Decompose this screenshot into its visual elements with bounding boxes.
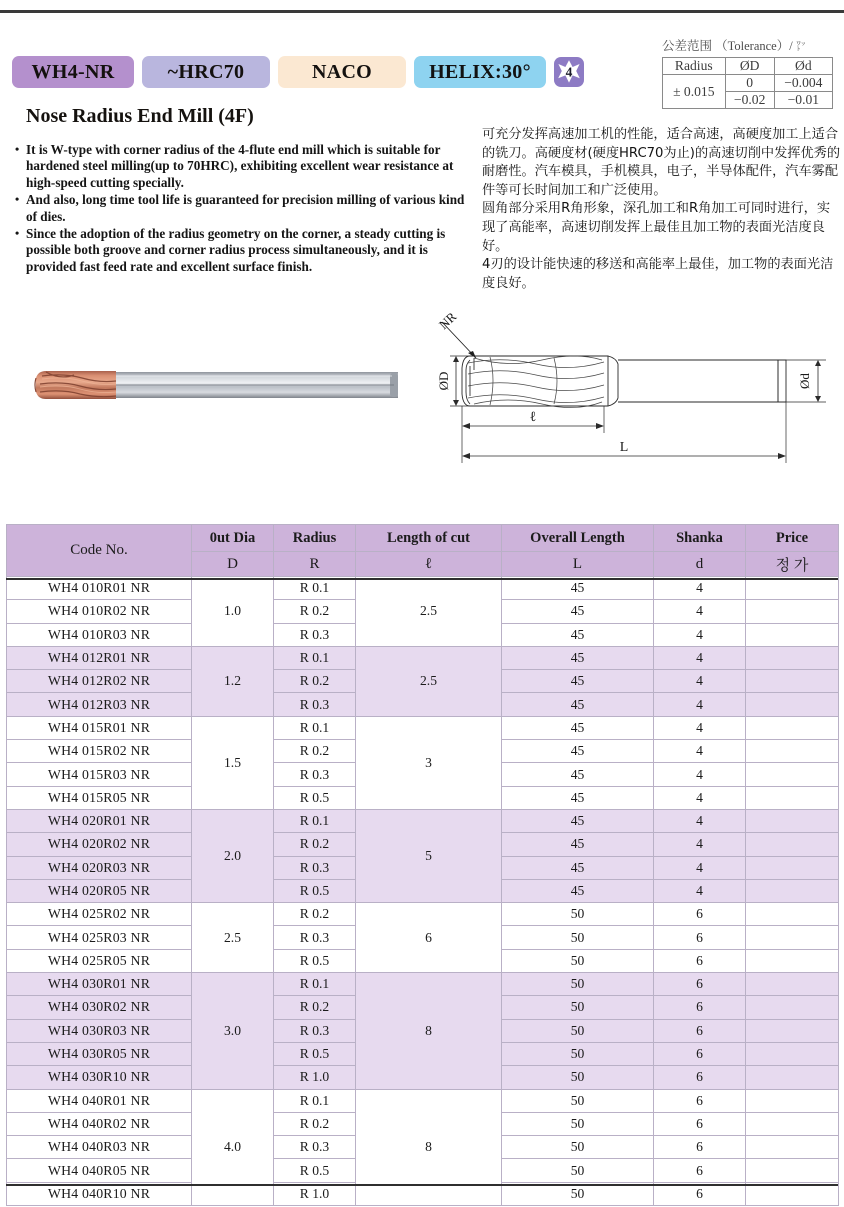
english-description <box>14 142 466 276</box>
tolerance-row-upper <box>663 75 833 92</box>
cell-code-no: WH4 012R03 NR <box>7 693 192 716</box>
cell-radius: R 0.2 <box>274 670 356 693</box>
cell-shank-dia: 6 <box>654 1159 746 1182</box>
cell-out-dia: 1.5 <box>192 716 274 809</box>
cell-overall-length: 50 <box>502 1066 654 1089</box>
column-subheader-l: L <box>502 552 654 577</box>
tolerance-header-row <box>663 58 833 75</box>
cell-code-no: WH4 030R01 NR <box>7 973 192 996</box>
cell-radius: R 0.1 <box>274 577 356 600</box>
cell-price <box>746 1042 839 1065</box>
cell-price <box>746 600 839 623</box>
svg-text:4: 4 <box>565 64 573 80</box>
cell-price <box>746 926 839 949</box>
header-badge-row <box>12 56 584 88</box>
cell-radius: R 0.1 <box>274 973 356 996</box>
cell-price <box>746 856 839 879</box>
cell-price <box>746 1089 839 1112</box>
diagram-label-shank-dia: Ød <box>797 373 812 389</box>
cell-radius: R 0.2 <box>274 903 356 926</box>
cell-price <box>746 903 839 926</box>
cell-overall-length: 45 <box>502 670 654 693</box>
table-row <box>7 809 839 832</box>
cell-code-no: WH4 040R05 NR <box>7 1159 192 1182</box>
list-item: • Since the adoption of the radius geometry on the corner, a steady cutting is possible both groove and corner radius process simultaneously, and it is provided fast feed rate and excellent surface finish. <box>14 226 466 275</box>
cell-price <box>746 786 839 809</box>
cell-overall-length: 45 <box>502 740 654 763</box>
cell-overall-length: 45 <box>502 716 654 739</box>
chinese-paragraph: 4刃的设计能快速的移送和高能率上最佳，加工物的表面光洁度良好。 <box>482 257 834 291</box>
table-top-divider <box>6 578 838 580</box>
table-body <box>7 577 839 1206</box>
cell-code-no: WH4 040R03 NR <box>7 1136 192 1159</box>
cell-shank-dia: 4 <box>654 670 746 693</box>
cell-out-dia: 1.2 <box>192 646 274 716</box>
cell-price <box>746 693 839 716</box>
table-header-row-top <box>7 525 839 552</box>
cell-length-of-cut: 3 <box>356 716 502 809</box>
cell-radius: R 0.2 <box>274 1112 356 1135</box>
cell-price <box>746 670 839 693</box>
cell-shank-dia: 4 <box>654 646 746 669</box>
tolerance-caption <box>662 36 838 54</box>
cell-price <box>746 809 839 832</box>
column-header-out-dia: 0ut Dia <box>192 525 274 552</box>
cell-shank-dia: 6 <box>654 926 746 949</box>
cell-shank-dia: 4 <box>654 577 746 600</box>
diagram-label-overall-length: L <box>619 440 629 455</box>
cell-radius: R 0.1 <box>274 716 356 739</box>
end-mill-photo-illustration <box>16 362 408 414</box>
cell-code-no: WH4 015R03 NR <box>7 763 192 786</box>
cell-shank-dia: 4 <box>654 716 746 739</box>
cell-code-no: WH4 020R01 NR <box>7 809 192 832</box>
cell-price <box>746 1136 839 1159</box>
diagram-label-length-of-cut: ℓ <box>529 410 537 425</box>
cell-overall-length: 45 <box>502 856 654 879</box>
page-title: Nose Radius End Mill (4F) <box>26 105 254 127</box>
cell-price <box>746 833 839 856</box>
tolerance-header-od-small: Ød <box>774 58 832 75</box>
tolerance-od-small-upper: −0.004 <box>774 75 832 92</box>
cell-code-no: WH4 020R03 NR <box>7 856 192 879</box>
cell-price <box>746 879 839 902</box>
cell-price <box>746 716 839 739</box>
cell-radius: R 0.1 <box>274 646 356 669</box>
cell-price <box>746 763 839 786</box>
cell-out-dia: 1.0 <box>192 577 274 647</box>
cell-shank-dia: 6 <box>654 1112 746 1135</box>
cell-code-no: WH4 040R01 NR <box>7 1089 192 1112</box>
cell-radius: R 0.5 <box>274 1159 356 1182</box>
cell-radius: R 0.3 <box>274 926 356 949</box>
cell-radius: R 0.1 <box>274 809 356 832</box>
column-header-radius: Radius <box>274 525 356 552</box>
cell-shank-dia: 6 <box>654 949 746 972</box>
cell-shank-dia: 6 <box>654 996 746 1019</box>
tolerance-caption-cn: 公差范围 <box>662 39 713 53</box>
cell-code-no: WH4 012R01 NR <box>7 646 192 669</box>
diagram-label-outer-dia: ØD <box>436 371 451 391</box>
table-row <box>7 903 839 926</box>
badge-helix-label: HELIX:30° <box>429 60 531 83</box>
cell-out-dia: 2.5 <box>192 903 274 973</box>
cell-length-of-cut: 6 <box>356 903 502 973</box>
cell-overall-length: 45 <box>502 763 654 786</box>
table-row <box>7 1089 839 1112</box>
cell-overall-length: 50 <box>502 1019 654 1042</box>
cell-overall-length: 50 <box>502 1136 654 1159</box>
table-row <box>7 973 839 996</box>
cell-overall-length: 45 <box>502 786 654 809</box>
cell-radius: R 0.5 <box>274 786 356 809</box>
cell-radius: R 0.3 <box>274 623 356 646</box>
badge-helix <box>414 56 546 88</box>
english-bullet-list <box>14 142 466 275</box>
cell-length-of-cut: 2.5 <box>356 646 502 716</box>
cell-overall-length: 50 <box>502 973 654 996</box>
page-top-rule <box>0 10 844 13</box>
cell-overall-length: 50 <box>502 903 654 926</box>
cell-overall-length: 50 <box>502 1159 654 1182</box>
tolerance-od-upper: 0 <box>725 75 774 92</box>
cell-overall-length: 45 <box>502 879 654 902</box>
cell-shank-dia: 6 <box>654 973 746 996</box>
cell-radius: R 0.1 <box>274 1089 356 1112</box>
badge-model <box>12 56 134 88</box>
cell-price <box>746 949 839 972</box>
cell-code-no: WH4 015R05 NR <box>7 786 192 809</box>
chinese-paragraph: 圆角部分采用R角形象，深孔加工和R角加工可同时进行，实现了高能率，高速切削发挥上最佳且加工物的表面光洁度良好。 <box>482 201 831 254</box>
cell-shank-dia: 6 <box>654 1066 746 1089</box>
cell-code-no: WH4 025R05 NR <box>7 949 192 972</box>
tolerance-table <box>662 57 833 109</box>
cell-shank-dia: 4 <box>654 809 746 832</box>
cell-price <box>746 1159 839 1182</box>
list-item: • And also, long time tool life is guaranteed for precision milling of various kind of dies. <box>14 192 466 225</box>
tolerance-od-small-lower: −0.01 <box>774 92 832 109</box>
table-row <box>7 716 839 739</box>
cell-overall-length: 45 <box>502 623 654 646</box>
cell-length-of-cut: 8 <box>356 1089 502 1205</box>
cell-price <box>746 1019 839 1042</box>
column-subheader-r: R <box>274 552 356 577</box>
column-header-code-no: Code No. <box>7 525 192 577</box>
tolerance-caption-unit: ㍗ <box>795 42 806 53</box>
tolerance-header-od: ØD <box>725 58 774 75</box>
end-mill-dimension-drawing <box>430 308 840 493</box>
list-item: • It is W-type with corner radius of the 4-flute end mill which is suitable for hardened steel milling(up to 70HRC), exhibiting excellent wear resistance at high-speed cutting specially. <box>14 142 466 191</box>
cell-overall-length: 45 <box>502 577 654 600</box>
cell-overall-length: 45 <box>502 646 654 669</box>
cell-price <box>746 740 839 763</box>
cell-code-no: WH4 010R02 NR <box>7 600 192 623</box>
cell-out-dia: 4.0 <box>192 1089 274 1205</box>
tolerance-od-lower: −0.02 <box>725 92 774 109</box>
cell-overall-length: 45 <box>502 693 654 716</box>
cell-radius: R 0.3 <box>274 763 356 786</box>
cell-code-no: WH4 020R05 NR <box>7 879 192 902</box>
cell-radius: R 0.2 <box>274 740 356 763</box>
cell-code-no: WH4 010R01 NR <box>7 577 192 600</box>
column-subheader-price-kr: 정 가 <box>746 552 839 577</box>
cell-shank-dia: 6 <box>654 903 746 926</box>
cell-shank-dia: 4 <box>654 740 746 763</box>
cell-price <box>746 973 839 996</box>
cell-code-no: WH4 030R05 NR <box>7 1042 192 1065</box>
cell-out-dia: 2.0 <box>192 809 274 902</box>
cell-shank-dia: 6 <box>654 1182 746 1205</box>
cell-shank-dia: 4 <box>654 786 746 809</box>
cell-radius: R 0.3 <box>274 856 356 879</box>
cell-length-of-cut: 5 <box>356 809 502 902</box>
cell-code-no: WH4 040R02 NR <box>7 1112 192 1135</box>
table-row <box>7 646 839 669</box>
cell-radius: R 0.2 <box>274 833 356 856</box>
badge-hardness <box>142 56 270 88</box>
cell-code-no: WH4 025R03 NR <box>7 926 192 949</box>
cell-radius: R 0.3 <box>274 1136 356 1159</box>
cell-code-no: WH4 010R03 NR <box>7 623 192 646</box>
cell-length-of-cut: 8 <box>356 973 502 1089</box>
column-header-shanka: Shanka <box>654 525 746 552</box>
badge-coating <box>278 56 406 88</box>
cell-overall-length: 45 <box>502 809 654 832</box>
specification-table <box>6 524 839 1206</box>
chinese-description <box>482 126 840 293</box>
technical-diagram <box>430 308 840 493</box>
cell-shank-dia: 4 <box>654 856 746 879</box>
cell-radius: R 1.0 <box>274 1066 356 1089</box>
cell-shank-dia: 6 <box>654 1042 746 1065</box>
cell-code-no: WH4 025R02 NR <box>7 903 192 926</box>
cell-price <box>746 623 839 646</box>
cell-shank-dia: 4 <box>654 833 746 856</box>
cell-price <box>746 1066 839 1089</box>
column-header-overall-length: Overall Length <box>502 525 654 552</box>
cell-overall-length: 50 <box>502 1112 654 1135</box>
column-header-length-of-cut: Length of cut <box>356 525 502 552</box>
cell-price <box>746 646 839 669</box>
cell-code-no: WH4 015R02 NR <box>7 740 192 763</box>
cell-radius: R 0.5 <box>274 1042 356 1065</box>
cell-shank-dia: 6 <box>654 1019 746 1042</box>
cell-code-no: WH4 012R02 NR <box>7 670 192 693</box>
cell-overall-length: 50 <box>502 926 654 949</box>
cell-overall-length: 50 <box>502 1042 654 1065</box>
cell-radius: R 0.2 <box>274 600 356 623</box>
tolerance-caption-en: （Tolerance）/ <box>715 39 793 53</box>
cell-shank-dia: 4 <box>654 879 746 902</box>
cell-radius: R 1.0 <box>274 1182 356 1205</box>
badge-coating-label: NACO <box>311 60 373 83</box>
cell-shank-dia: 6 <box>654 1089 746 1112</box>
cell-radius: R 0.3 <box>274 693 356 716</box>
tolerance-block <box>662 36 838 109</box>
cell-code-no: WH4 030R03 NR <box>7 1019 192 1042</box>
tolerance-header-radius: Radius <box>663 58 726 75</box>
cell-length-of-cut: 2.5 <box>356 577 502 647</box>
flute-count-badge <box>554 57 584 87</box>
cell-code-no: WH4 040R10 NR <box>7 1182 192 1205</box>
cell-price <box>746 1112 839 1135</box>
cell-overall-length: 50 <box>502 1089 654 1112</box>
cell-shank-dia: 4 <box>654 693 746 716</box>
product-photo <box>16 362 408 414</box>
tolerance-radius-value: ± 0.015 <box>663 75 726 109</box>
cell-shank-dia: 6 <box>654 1136 746 1159</box>
cell-overall-length: 50 <box>502 1182 654 1205</box>
cell-shank-dia: 4 <box>654 600 746 623</box>
badge-model-label: WH4-NR <box>31 60 115 83</box>
chinese-paragraph: 可充分发挥高速加工机的性能，适合高速，高硬度加工上适合的铣刀。高硬度材(硬度HRC70为止)的高速切削中发挥优秀的耐磨性。汽车模具，手机模具，电子，半导体配件，汽车雾配件等可长时间加工和广泛使用。 <box>482 127 841 198</box>
table-header <box>7 525 839 577</box>
table-bottom-divider <box>6 1184 838 1186</box>
cell-code-no: WH4 015R01 NR <box>7 716 192 739</box>
cell-overall-length: 45 <box>502 600 654 623</box>
badge-hardness-label: ~HRC70 <box>167 60 245 83</box>
cell-radius: R 0.5 <box>274 949 356 972</box>
cell-overall-length: 50 <box>502 996 654 1019</box>
cell-price <box>746 996 839 1019</box>
cell-out-dia: 3.0 <box>192 973 274 1089</box>
column-header-price: Price <box>746 525 839 552</box>
cell-code-no: WH4 020R02 NR <box>7 833 192 856</box>
cell-radius: R 0.2 <box>274 996 356 1019</box>
cell-radius: R 0.5 <box>274 879 356 902</box>
cell-overall-length: 45 <box>502 833 654 856</box>
column-subheader-d: D <box>192 552 274 577</box>
cell-shank-dia: 4 <box>654 763 746 786</box>
four-flute-star-icon <box>555 58 583 86</box>
cell-code-no: WH4 030R10 NR <box>7 1066 192 1089</box>
cell-shank-dia: 4 <box>654 623 746 646</box>
cell-code-no: WH4 030R02 NR <box>7 996 192 1019</box>
diagram-label-nr: NR <box>435 308 460 333</box>
cell-overall-length: 50 <box>502 949 654 972</box>
column-subheader-l-small: ℓ <box>356 552 502 577</box>
specification-table-wrapper <box>6 524 838 1206</box>
cell-radius: R 0.3 <box>274 1019 356 1042</box>
column-subheader-d-shank: d <box>654 552 746 577</box>
